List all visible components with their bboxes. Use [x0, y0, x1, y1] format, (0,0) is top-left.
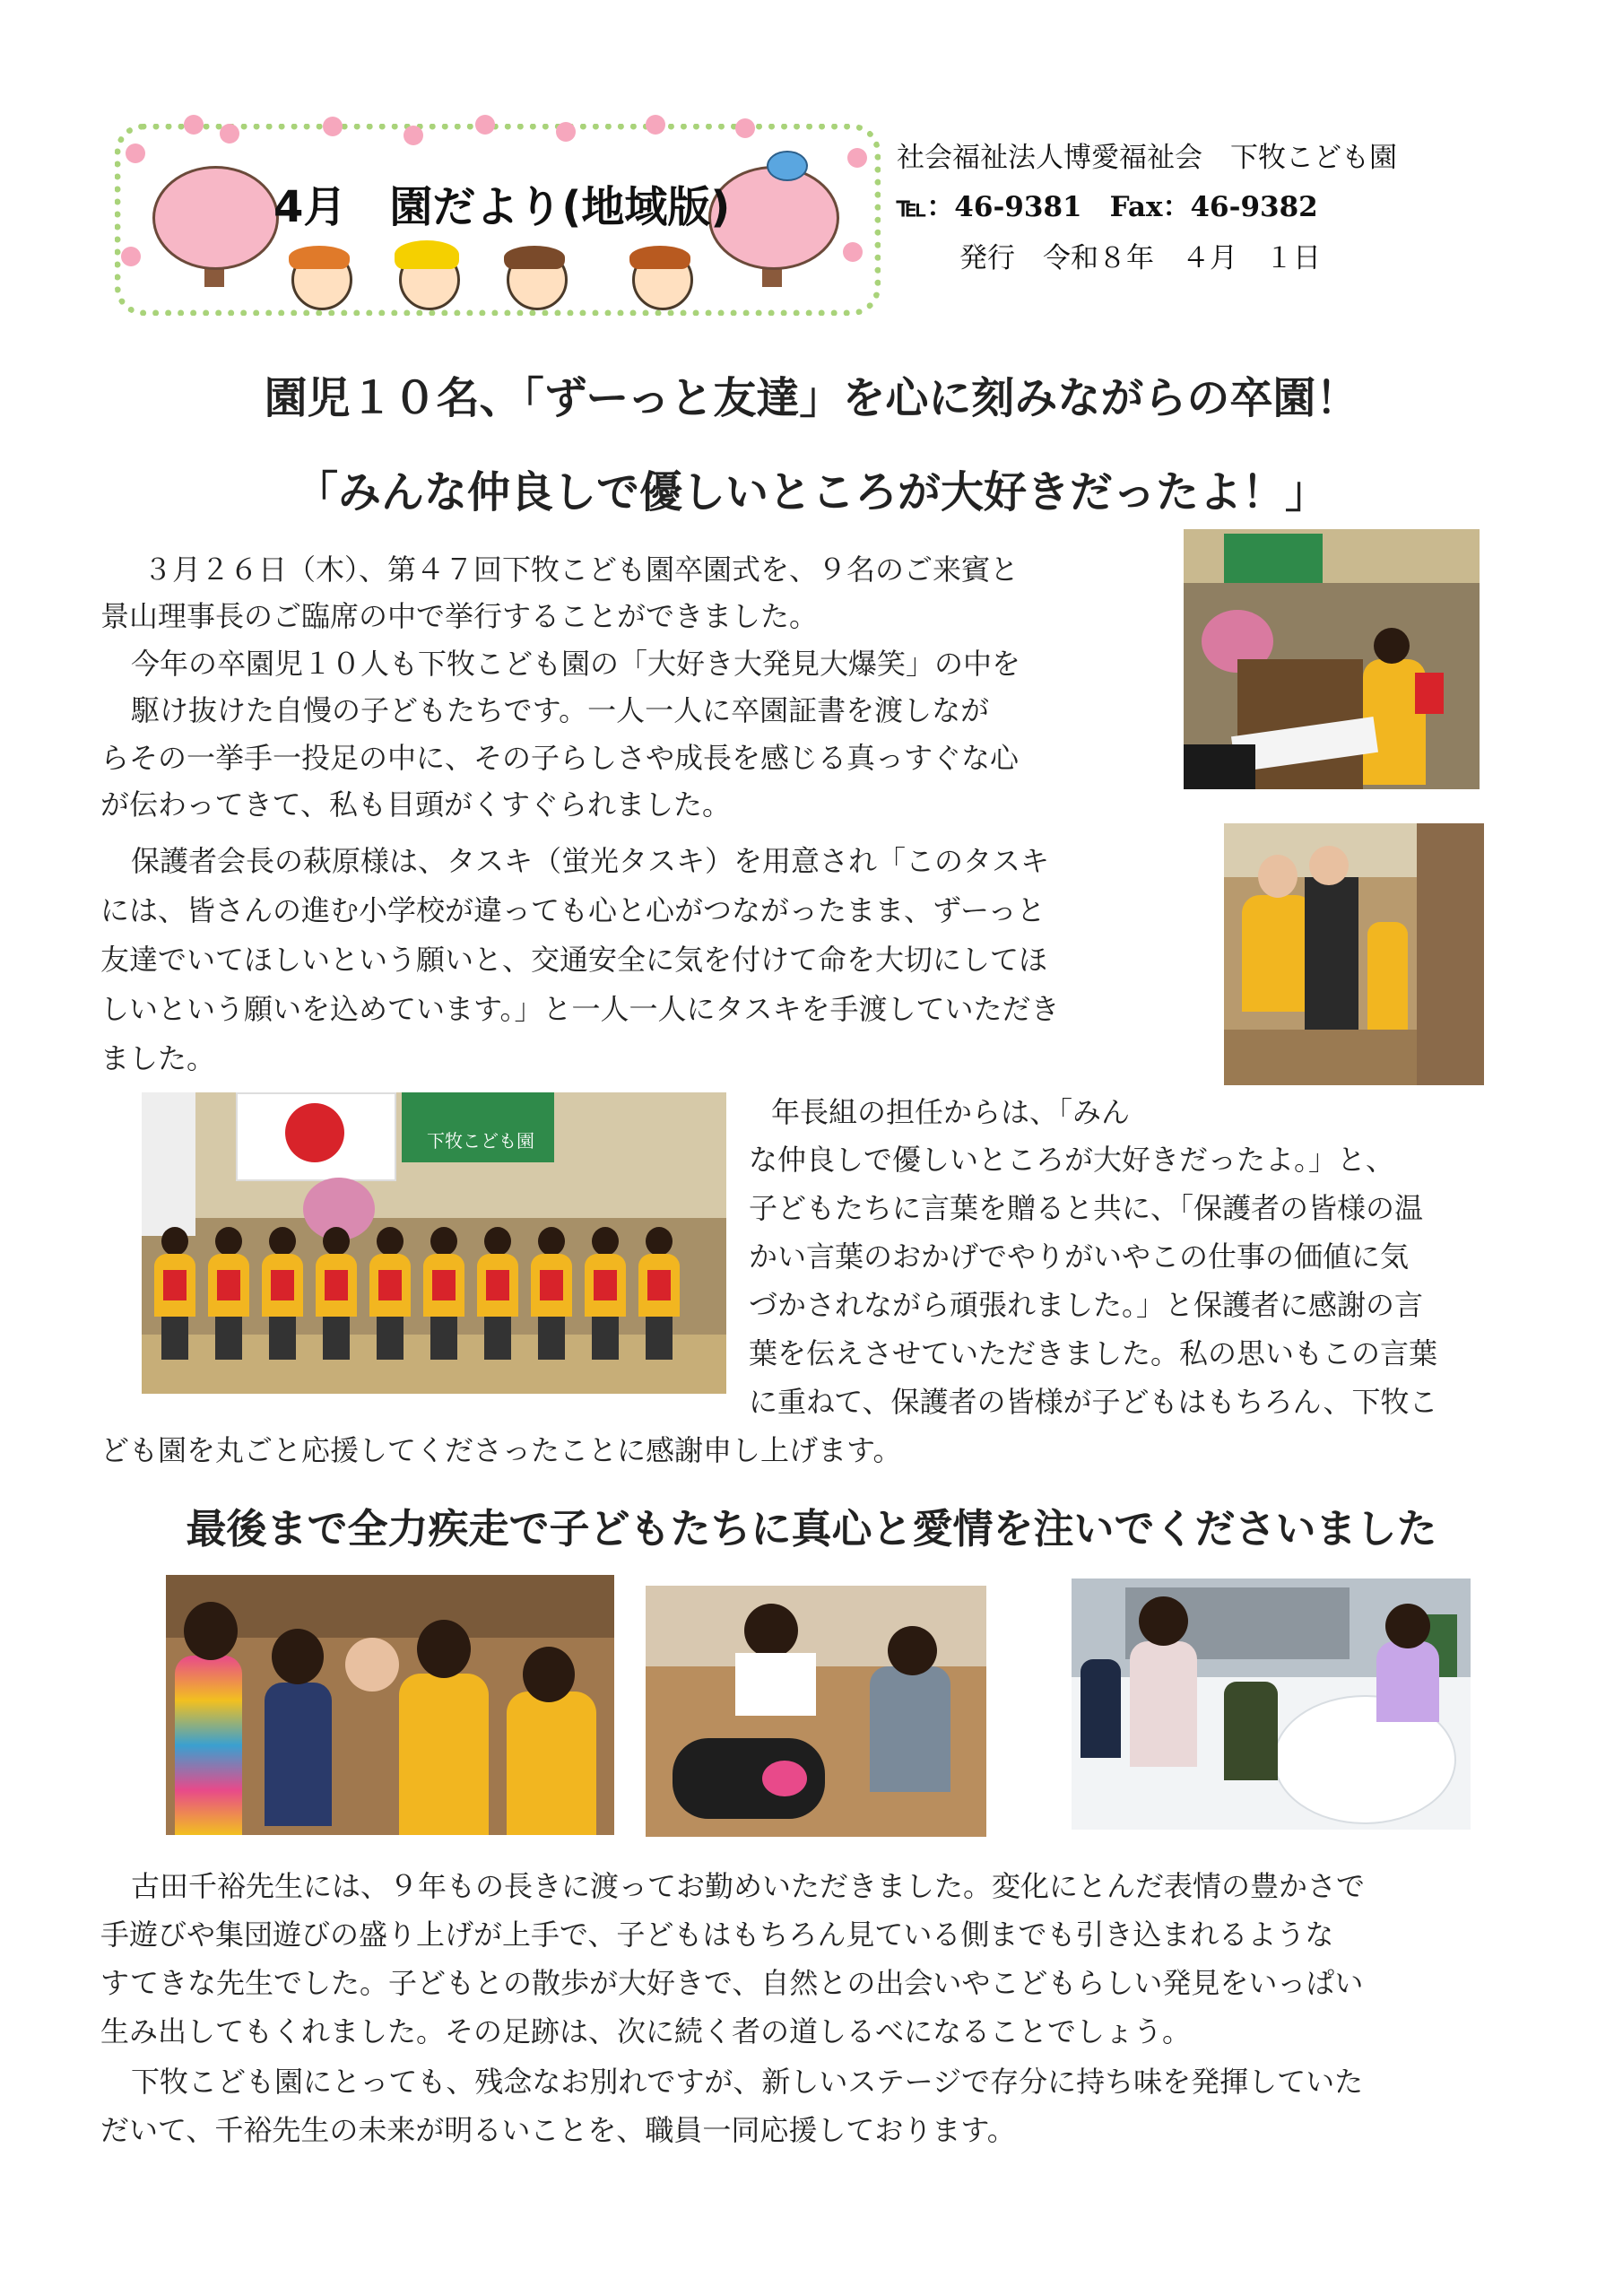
article1-right-line: づかされながら頑張れました。」と保護者に感謝の言	[749, 1288, 1424, 1322]
sub-headline: 「みんな仲良しで優しいところが大好きだったよ！」	[294, 467, 1328, 517]
parent-figure	[1305, 877, 1358, 1030]
certificate-folder	[647, 1270, 671, 1300]
article2-line: 生み出してもくれました。その足跡は、次に続く者の道しるべになることでしょう。	[100, 2014, 1192, 2048]
graduate-head	[269, 1227, 296, 1256]
graduate-head	[484, 1227, 511, 1256]
graduate-legs	[215, 1317, 242, 1360]
certificate-folder	[1415, 673, 1444, 714]
article2-line: すてきな先生でした。子どもとの散歩が大好きで、自然との出会いやこどもらしい発見をいっぱい	[100, 1966, 1364, 2000]
graduate-head	[377, 1227, 404, 1256]
article1-line: 友達でいてほしいという願いと、交通安全に気を付けて命を大切にしてほ	[100, 943, 1048, 977]
child-hair	[504, 246, 565, 269]
photo-graduates-on-stage	[142, 1092, 726, 1394]
article2-line: 手遊びや集団遊びの盛り上げが上手で、子どもはもちろん見ている側までも引き込まれるような	[100, 1918, 1334, 1952]
graduate-legs	[430, 1317, 457, 1360]
newsletter-title: 4月 園だより(地域版)	[273, 182, 731, 232]
graduate-legs	[592, 1317, 619, 1360]
photo-sash-handover	[1224, 823, 1484, 1085]
graduate-head	[646, 1227, 673, 1256]
graduate-head	[215, 1227, 242, 1256]
certificate-folder	[486, 1270, 509, 1300]
photo-snow-play	[1072, 1578, 1471, 1830]
article2-line: だいて、千裕先生の未来が明るいことを、職員一同応援しております。	[100, 2113, 1016, 2147]
org-name: 社会福祉法人博愛福祉会 下牧こども園	[897, 142, 1397, 174]
certificate-folder	[271, 1270, 294, 1300]
article2-line: 下牧こども園にとっても、残念なお別れですが、新しいステージで存分に持ち味を発揮していた	[131, 2065, 1364, 2099]
child-hair	[629, 246, 690, 269]
photo-teacher-with-children	[166, 1575, 614, 1835]
certificate-folder	[594, 1270, 617, 1300]
certificate-folder	[378, 1270, 402, 1300]
main-headline: 園児１０名、「ずーっと友達」を心に刻みながらの卒園！	[264, 373, 1359, 423]
article1-line: 景山理事長のご臨席の中で挙行することができました。	[100, 599, 819, 633]
blossom-icon	[121, 247, 141, 266]
article1-line: 保護者会長の萩原様は、タスキ（蛍光タスキ）を用意され「このタスキ	[131, 844, 1050, 878]
graduate-legs	[269, 1317, 296, 1360]
article1-right-line: 子どもたちに言葉を贈ると共に、「保護者の皆様の温	[749, 1191, 1424, 1225]
article1-line: 駆け抜けた自慢の子どもたちです。一人一人に卒園証書を渡しなが	[131, 693, 990, 727]
blossom-icon	[556, 122, 576, 142]
certificate-folder	[325, 1270, 348, 1300]
graduate-head	[161, 1227, 188, 1256]
article1-line: らその一挙手一投足の中に、その子らしさや成長を感じる真っすぐな心	[100, 741, 1020, 775]
blossom-icon	[847, 148, 867, 168]
article1-line: ました。	[100, 1041, 216, 1075]
article1-right-line: に重ねて、保護者の皆様が子どもはもちろん、下牧こ	[749, 1385, 1438, 1419]
blossom-icon	[184, 115, 204, 135]
article1-line: ３月２６日（木）、第４７回下牧こども園卒園式を、９名のご来賓と	[143, 552, 1020, 587]
bluebird-icon	[767, 151, 808, 181]
child-in-snow	[1130, 1641, 1197, 1767]
section2-headline: 最後まで全力疾走で子どもたちに真心と愛情を注いでくださいました	[186, 1505, 1437, 1552]
certificate-folder	[163, 1270, 187, 1300]
graduate-legs	[377, 1317, 404, 1360]
tel-fax: ℡：46-9381 Fax：46-9382	[897, 191, 1318, 223]
article1-right-line: かい言葉のおかげでやりがいやこの仕事の価値に気	[749, 1239, 1410, 1274]
article1-line: 今年の卒園児１０人も下牧こども園の「大好き大発見大爆笑」の中を	[131, 647, 1021, 681]
article1-line: しいという願いを込めています。」と一人一人にタスキを手渡していただき	[100, 992, 1060, 1026]
blossom-icon	[404, 126, 423, 145]
graduate-legs	[538, 1317, 565, 1360]
graduate-legs	[323, 1317, 350, 1360]
blossom-icon	[126, 144, 145, 163]
certificate-folder	[217, 1270, 240, 1300]
child-hair	[289, 246, 350, 269]
certificate-folder	[432, 1270, 456, 1300]
graduate-legs	[161, 1317, 188, 1360]
stage-banner-text: 下牧こども園	[427, 1130, 534, 1152]
graduate-head	[323, 1227, 350, 1256]
child-in-smock	[1242, 895, 1314, 1012]
article2-line: 古田千裕先生には、９年もの長きに渡ってお勤めいただきました。変化にとんだ表情の豊かさで	[131, 1869, 1366, 1903]
article1-last-line: ども園を丸ごと応援してくださったことに感謝申し上げます。	[100, 1433, 902, 1467]
yellow-hat-icon	[395, 240, 459, 269]
article1-right-line: な仲良しで優しいところが大好きだったよ。」と、	[749, 1143, 1395, 1177]
graduate-head	[538, 1227, 565, 1256]
blossom-icon	[843, 242, 863, 262]
article1-right-line: 年長組の担任からは、「みん	[771, 1095, 1131, 1129]
graduate-legs	[484, 1317, 511, 1360]
graduate-head	[430, 1227, 457, 1256]
blossom-icon	[323, 117, 343, 136]
child-striped-shirt	[175, 1656, 242, 1835]
certificate-folder	[540, 1270, 563, 1300]
article1-right-line: 葉を伝えさせていただきました。私の思いもこの言葉	[749, 1336, 1438, 1370]
article1-line: には、皆さんの進む小学校が違っても心と心がつながったまま、ずーっと	[100, 893, 1046, 927]
cherry-tree-icon	[152, 166, 279, 270]
graduate-row	[142, 1092, 726, 1394]
issue-date: 発行 令和８年 ４月 １日	[959, 242, 1321, 274]
blossom-icon	[220, 124, 239, 144]
graduate-head	[592, 1227, 619, 1256]
blossom-icon	[475, 115, 495, 135]
photo-floor-play	[646, 1586, 986, 1837]
stage-banner	[1224, 534, 1323, 583]
photo-certificate-presentation	[1184, 529, 1480, 789]
teacher-face	[345, 1638, 399, 1692]
blossom-icon	[646, 115, 665, 135]
graduate-legs	[646, 1317, 673, 1360]
article1-line: が伝わってきて、私も目頭がくすぐられました。	[100, 787, 732, 822]
blossom-icon	[735, 118, 755, 138]
